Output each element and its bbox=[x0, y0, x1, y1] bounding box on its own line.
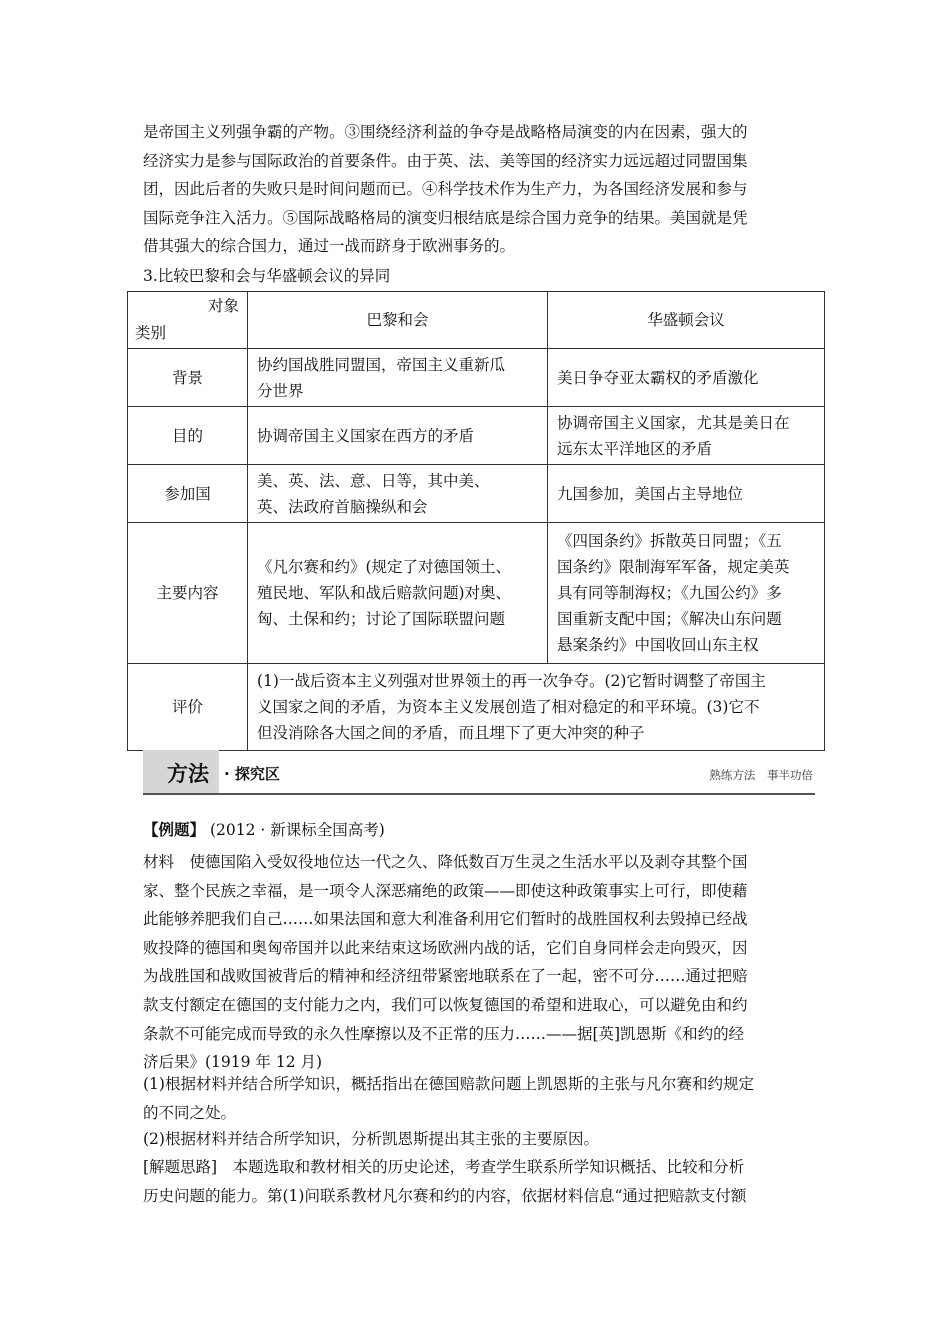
evaluation-cell bbox=[248, 664, 825, 751]
table-row-evaluation bbox=[128, 664, 825, 751]
table-row bbox=[128, 465, 825, 523]
text-line: 的不同之处。 bbox=[143, 1103, 237, 1122]
table-row bbox=[128, 349, 825, 407]
cell-line: 殖民地、军队和战后赔款问题)对奥、 bbox=[257, 584, 512, 602]
row-category: 背景 bbox=[128, 349, 248, 407]
text-line: 家、整个民族之幸福，是一项令人深恶痛绝的政策——即使这种政策事实上可行，即使藉 bbox=[143, 881, 748, 900]
example-heading bbox=[143, 818, 385, 840]
table-header-row bbox=[128, 292, 825, 349]
cell-line: 分世界 bbox=[257, 381, 304, 400]
cell-line: 匈、土保和约；讨论了国际联盟问题 bbox=[257, 610, 506, 628]
example-label: 【例题】 bbox=[143, 820, 206, 839]
cell-line: 远东太平洋地区的矛盾 bbox=[557, 439, 713, 458]
corner-bottom-label: 类别 bbox=[135, 324, 167, 342]
cell-line: 英、法政府首脑操纵和会 bbox=[257, 497, 428, 516]
cell-line: 九国参加，美国占主导地位 bbox=[557, 484, 744, 503]
question-1 bbox=[143, 1070, 819, 1127]
text-line: 条款不可能完成而导致的永久性摩擦以及不正常的压力……——据[英]凯恩斯《和约的经 bbox=[143, 1024, 745, 1043]
cell-line: 美、英、法、意、日等，其中美、 bbox=[257, 471, 490, 490]
comparison-table bbox=[127, 291, 825, 751]
text-line: 济后果》(1919 年 12 月) bbox=[143, 1053, 323, 1072]
cell-line: 具有同等制海权；《九国公约》多 bbox=[557, 584, 782, 602]
intro-paragraph bbox=[143, 118, 819, 261]
text-line: 为战胜国和战败国被背后的精神和经济纽带紧密地联系在了一起，密不可分……通过把赔 bbox=[143, 967, 748, 986]
text-line: 经济实力是参与国际政治的首要条件。由于英、法、美等国的经济实力远远超过同盟国集 bbox=[143, 151, 748, 170]
washington-cell bbox=[548, 465, 825, 523]
text-line: (1)根据材料并结合所学知识，概括指出在德国赔款问题上凯恩斯的主张与凡尔赛和约规定 bbox=[143, 1075, 754, 1093]
text-line: [解题思路] 本题选取和教材相关的历史论述，考查学生联系所学知识概括、比较和分析 bbox=[143, 1158, 745, 1176]
text-line: 此能够养肥我们自己……如果法国和意大利准备利用它们暂时的战胜国权利去毁掉已经战 bbox=[143, 910, 748, 929]
text-line: 款支付额定在德国的支付能力之内，我们可以恢复德国的希望和进取心，可以避免由和约 bbox=[143, 995, 748, 1014]
row-category: 目的 bbox=[128, 407, 248, 465]
row-category: 参加国 bbox=[128, 465, 248, 523]
paris-cell bbox=[248, 523, 548, 664]
column-header-washington: 华盛顿会议 bbox=[548, 292, 825, 349]
example-source: (2012 · 新课标全国高考) bbox=[209, 821, 385, 839]
cell-line: 美日争夺亚太霸权的矛盾激化 bbox=[557, 368, 759, 387]
text-line: 败投降的德国和奥匈帝国并以此来结束这场欧洲内战的话，它们自身同样会走向毁灭，因 bbox=[143, 938, 748, 957]
question-2 bbox=[143, 1125, 819, 1154]
cell-line: 国重新支配中国；《解决山东问题 bbox=[557, 610, 782, 628]
text-line: 借其强大的综合国力，通过一战而跻身于欧洲事务的。 bbox=[143, 237, 516, 256]
cell-line: 《凡尔赛和约》(规定了对德国领土、 bbox=[257, 558, 512, 576]
row-category: 评价 bbox=[128, 664, 248, 751]
text-line: 国际竞争注入活力。⑤国际战略格局的演变归根结底是综合国力竞争的结果。美国就是凭 bbox=[143, 208, 748, 227]
table-row bbox=[128, 407, 825, 465]
paris-cell bbox=[248, 349, 548, 407]
cell-line: 但没消除各大国之间的矛盾，而且埋下了更大冲突的种子 bbox=[257, 724, 645, 742]
corner-top-label: 对象 bbox=[207, 297, 239, 315]
text-line: (2)根据材料并结合所学知识，分析凯恩斯提出其主张的主要原因。 bbox=[143, 1130, 599, 1148]
cell-line: 协调帝国主义国家，尤其是美日在 bbox=[557, 413, 790, 432]
cell-line: 国条约》限制海军军备，规定美英 bbox=[557, 558, 790, 576]
washington-cell bbox=[548, 349, 825, 407]
section-banner bbox=[143, 750, 815, 795]
cell-line: 协调帝国主义国家在西方的矛盾 bbox=[257, 426, 475, 445]
row-category: 主要内容 bbox=[128, 523, 248, 664]
cell-line: 义国家之间的矛盾，为资本主义发展创造了相对稳定的和平环境。(3)它不 bbox=[257, 698, 760, 716]
paris-cell bbox=[248, 407, 548, 465]
banner-subtitle: · 探究区 bbox=[224, 765, 280, 783]
cell-line: 协约国战胜同盟国，帝国主义重新瓜 bbox=[257, 355, 506, 374]
cell-line: 悬案条约》中国收回山东主权 bbox=[557, 636, 759, 654]
section-heading: 3.比较巴黎和会与华盛顿会议的异同 bbox=[143, 267, 391, 285]
text-line: 材料 使德国陷入受奴役地位达一代之久、降低数百万生灵之生活水平以及剥夺其整个国 bbox=[143, 853, 748, 871]
text-line: 历史问题的能力。第(1)问联系教材凡尔赛和约的内容，依据材料信息“通过把赔款支付额 bbox=[143, 1186, 747, 1205]
material-paragraph bbox=[143, 848, 819, 1077]
paris-cell bbox=[248, 465, 548, 523]
column-header-paris: 巴黎和会 bbox=[248, 292, 548, 349]
cell-line: (1)一战后资本主义列强对世界领土的再一次争夺。(2)它暂时调整了帝国主 bbox=[257, 672, 766, 690]
washington-cell bbox=[548, 407, 825, 465]
text-line: 团，因此后者的失败只是时间问题而已。④科学技术作为生产力，为各国经济发展和参与 bbox=[143, 180, 748, 199]
banner-title: 方法 bbox=[167, 762, 209, 786]
banner-rule bbox=[143, 793, 815, 795]
cell-line: 《四国条约》拆散英日同盟；《五 bbox=[557, 532, 782, 550]
table-row bbox=[128, 523, 825, 664]
banner-motto: 熟练方法 事半功倍 bbox=[709, 768, 813, 782]
corner-header-cell bbox=[128, 292, 248, 349]
text-line: 是帝国主义列强争霸的产物。③围绕经济利益的争夺是战略格局演变的内在因素，强大的 bbox=[143, 123, 748, 141]
washington-cell bbox=[548, 523, 825, 664]
solution-tips bbox=[143, 1153, 819, 1210]
